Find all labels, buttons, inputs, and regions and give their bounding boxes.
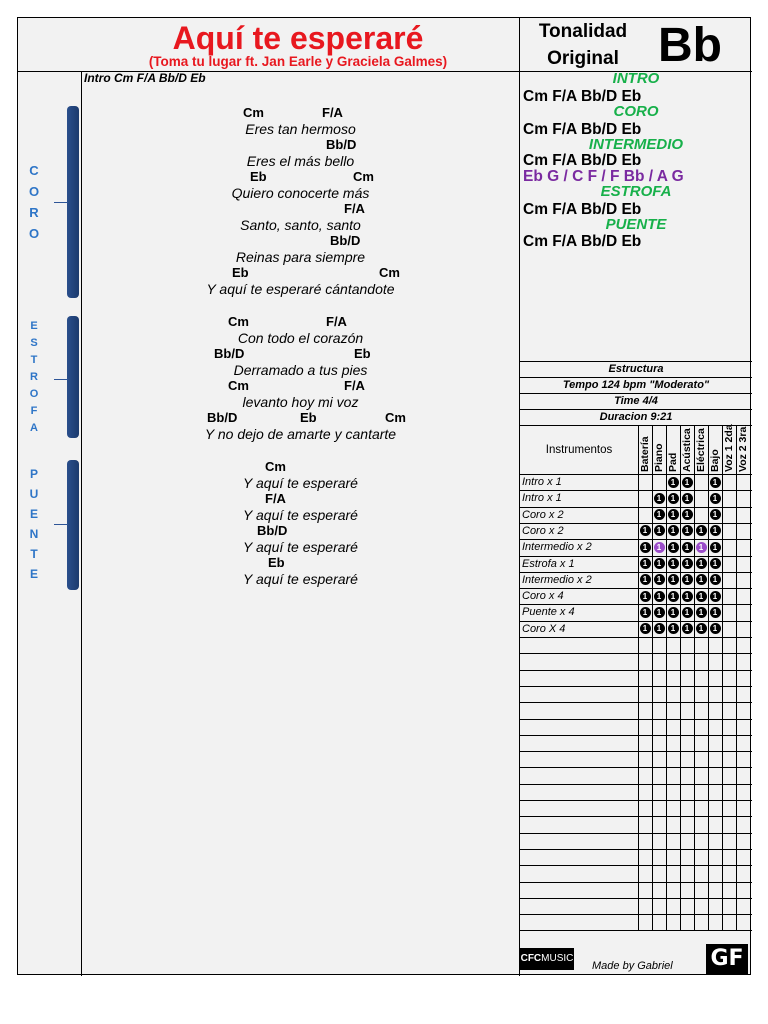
instrument-on-marker: 1 <box>710 525 721 536</box>
instrument-column-header <box>722 424 736 472</box>
chord: Eb <box>300 410 317 425</box>
instrument-on-marker: 1 <box>640 542 651 553</box>
left-column-divider <box>81 71 82 976</box>
instrument-on-marker: 1 <box>668 542 679 553</box>
lyric-line: Y aquí te esperaré <box>243 475 358 491</box>
estrofa-label-letter: S <box>30 337 38 349</box>
instrument-on-marker: 1 <box>696 591 707 602</box>
instrument-on-marker: 1 <box>710 509 721 520</box>
chord: Eb <box>268 555 285 570</box>
estrofa-label-letter: A <box>30 422 38 434</box>
instrument-on-marker: 1 <box>654 509 665 520</box>
grid-row-line <box>520 800 752 801</box>
lyric-line: Y aquí te esperaré <box>243 507 358 523</box>
structure-title: Estructura <box>520 361 752 377</box>
instrument-column-header <box>708 428 722 472</box>
section-name-puente: PUENTE <box>605 216 667 233</box>
structure-row-label: Intro x 1 <box>522 492 562 505</box>
section-name-coro: CORO <box>613 103 659 120</box>
grid-row-line <box>520 719 752 720</box>
tempo: Tempo 124 bpm "Moderato" <box>520 377 752 393</box>
estrofa-label-letter: T <box>30 354 38 366</box>
instrument-on-marker: 1 <box>682 542 693 553</box>
coro-label-letter: O <box>28 184 40 199</box>
instrument-on-marker: 1 <box>668 509 679 520</box>
instrument-on-marker: 1 <box>668 574 679 585</box>
instrument-on-marker: 1 <box>696 558 707 569</box>
logo-cfc-rest: MUSIC <box>541 953 574 964</box>
lyric-line: Santo, santo, santo <box>240 217 361 233</box>
instrument-on-marker: 1 <box>640 525 651 536</box>
lyric-line: Y aquí te esperaré <box>243 571 358 587</box>
lyric-line: Y no dejo de amarte y cantarte <box>204 426 397 442</box>
structure-row-label: Puente x 4 <box>522 606 575 619</box>
instrument-on-marker: 1 <box>710 477 721 488</box>
grid-row-line <box>520 686 752 687</box>
chord: Cm <box>353 169 374 184</box>
lyric-line: Con todo el corazón <box>237 330 364 346</box>
instrument-column-header <box>666 428 680 472</box>
instrument-on-marker: 1 <box>640 607 651 618</box>
grid-row-line <box>520 751 752 752</box>
progression-estrofa: Cm F/A Bb/D Eb <box>523 201 642 218</box>
puente-label-letter: E <box>29 567 38 581</box>
chord: F/A <box>322 105 343 120</box>
estrofa-bracket <box>67 316 79 438</box>
gf-logo: GF <box>706 944 748 974</box>
instrument-on-marker: 1 <box>654 493 665 504</box>
instrument-on-marker: 1 <box>640 574 651 585</box>
instrument-column-header <box>652 428 666 472</box>
structure-row-label: Coro X 4 <box>522 622 566 635</box>
grid-row-line <box>520 637 752 638</box>
progression-intro: Cm F/A Bb/D Eb <box>523 88 642 105</box>
chord: Cm <box>379 265 400 280</box>
chord: Cm <box>265 459 286 474</box>
instrument-on-marker: 1 <box>682 591 693 602</box>
chord: Eb <box>232 265 249 280</box>
instrument-name: Acústica <box>681 428 693 472</box>
key-label <box>528 18 638 72</box>
lyric-line: Y aquí te esperaré <box>243 539 358 555</box>
grid-row-line <box>520 653 752 654</box>
instrument-on-marker: 1 <box>696 623 707 634</box>
grid-row-line <box>520 882 752 883</box>
instrument-on-marker: 1 <box>654 607 665 618</box>
grid-column-line <box>680 425 681 930</box>
lyric-line: Derramado a tus pies <box>233 362 368 378</box>
instrument-on-marker: 1 <box>668 558 679 569</box>
chord: Bb/D <box>257 523 288 538</box>
instrument-on-marker: 1 <box>654 623 665 634</box>
chord: F/A <box>344 378 365 393</box>
chord-sheet <box>17 17 751 975</box>
estrofa-label-letter: F <box>30 405 38 417</box>
grid-row-line <box>520 816 752 817</box>
instrument-column-header <box>736 428 750 472</box>
instrument-on-marker: 1 <box>710 623 721 634</box>
instrument-on-marker: 1 <box>682 525 693 536</box>
structure-row-label: Estrofa x 1 <box>522 557 575 570</box>
progression-coro: Cm F/A Bb/D Eb <box>523 121 642 138</box>
instrument-on-marker: 1 <box>710 493 721 504</box>
structure-row-label: Coro x 4 <box>522 590 564 603</box>
instrument-on-marker: 1 <box>682 477 693 488</box>
instrument-on-marker: 1 <box>654 558 665 569</box>
instrument-on-marker: 1 <box>696 525 707 536</box>
coro-bracket-tick <box>54 202 68 203</box>
chord: Cm <box>243 105 264 120</box>
coro-bracket <box>67 106 79 298</box>
time-signature: Time 4/4 <box>520 393 752 409</box>
chord: Bb/D <box>207 410 238 425</box>
instrument-name: Voz 2 3ra <box>737 426 749 472</box>
grid-row-line <box>520 930 752 931</box>
instrument-on-marker: 1 <box>668 623 679 634</box>
grid-header-line <box>520 425 752 426</box>
instruments-header: Instrumentos <box>520 425 638 473</box>
structure-row-label: Intermedio x 2 <box>522 573 592 586</box>
chord: Bb/D <box>214 346 245 361</box>
puente-label-letter: N <box>29 527 39 541</box>
lyric-line: Reinas para siempre <box>235 249 366 265</box>
grid-row-line <box>520 833 752 834</box>
instrument-on-marker: 1 <box>696 574 707 585</box>
instrument-on-marker: 1 <box>710 574 721 585</box>
instrument-on-marker: 1 <box>682 607 693 618</box>
chord: Cm <box>385 410 406 425</box>
lyric-line: Eres el más bello <box>246 153 355 169</box>
grid-row-line <box>520 849 752 850</box>
grid-column-line <box>638 425 639 930</box>
song-title: Aquí te esperaré <box>172 20 424 56</box>
coro-label-letter: C <box>29 163 39 178</box>
instrument-on-marker: 1 <box>682 574 693 585</box>
estrofa-vertical-label <box>26 318 42 437</box>
section-name-intro: INTRO <box>612 70 660 87</box>
lyric-line: Eres tan hermoso <box>245 121 356 137</box>
grid-column-line <box>694 425 695 930</box>
instrument-on-marker: 1 <box>682 623 693 634</box>
instrument-on-marker: 1 <box>654 542 665 553</box>
coro-vertical-label <box>26 160 42 244</box>
instrument-on-marker: 1 <box>668 525 679 536</box>
instrument-on-marker: 1 <box>640 558 651 569</box>
grid-row-line <box>520 735 752 736</box>
instrument-name: Piano <box>653 443 665 472</box>
instrument-on-marker: 1 <box>668 607 679 618</box>
instrument-on-marker: 1 <box>696 542 707 553</box>
grid-row-line <box>520 767 752 768</box>
instrument-on-marker: 1 <box>682 558 693 569</box>
instrument-on-marker: 1 <box>682 509 693 520</box>
chord: F/A <box>344 201 365 216</box>
cfc-music-logo <box>520 948 574 970</box>
instrument-on-marker: 1 <box>640 591 651 602</box>
estrofa-label-letter: O <box>29 388 39 400</box>
instrument-on-marker: 1 <box>710 542 721 553</box>
instrument-on-marker: 1 <box>710 591 721 602</box>
instrument-column-header <box>680 428 694 472</box>
key-label-line1: Tonalidad <box>538 21 628 42</box>
chord: Bb/D <box>326 137 357 152</box>
original-key: Bb <box>658 19 722 72</box>
instrument-on-marker: 1 <box>654 525 665 536</box>
chord: F/A <box>326 314 347 329</box>
estrofa-label-letter: R <box>30 371 38 383</box>
estrofa-bracket-tick <box>54 379 68 380</box>
grid-row-line <box>520 865 752 866</box>
coro-label-letter: R <box>29 205 39 220</box>
key-label-line2: Original <box>547 48 619 69</box>
instrument-on-marker: 1 <box>710 607 721 618</box>
estrofa-label-letter: E <box>30 320 38 332</box>
puente-bracket <box>67 460 79 590</box>
grid-column-line <box>722 425 723 930</box>
instrument-name: Bajo <box>709 449 721 472</box>
grid-row-line <box>520 914 752 915</box>
chord: Eb <box>354 346 371 361</box>
instrument-on-marker: 1 <box>668 477 679 488</box>
section-name-estrofa: ESTROFA <box>600 183 672 200</box>
structure-row-label: Coro x 2 <box>522 508 564 521</box>
progression-intermedio: Cm F/A Bb/D Eb <box>523 152 642 169</box>
instrument-column-header <box>638 428 652 472</box>
puente-label-letter: P <box>29 467 38 481</box>
grid-row-line <box>520 702 752 703</box>
grid-column-line <box>652 425 653 930</box>
progression-puente: Cm F/A Bb/D Eb <box>523 233 642 250</box>
song-subtitle: (Toma tu lugar ft. Jan Earle y Graciela Galmes) <box>148 54 448 69</box>
puente-label-letter: E <box>29 507 38 521</box>
structure-row-label: Coro x 2 <box>522 524 564 537</box>
made-by-credit: Made by Gabriel <box>592 960 673 972</box>
puente-vertical-label <box>26 464 42 584</box>
instrument-name: Voz 1 2da <box>723 424 735 472</box>
puente-bracket-tick <box>54 524 68 525</box>
lyric-line: Y aquí te esperaré cántandote <box>206 281 395 297</box>
chord: Cm <box>228 378 249 393</box>
duration: Duracion 9:21 <box>520 409 752 425</box>
instrument-on-marker: 1 <box>654 574 665 585</box>
grid-column-line <box>736 425 737 930</box>
chord: Bb/D <box>330 233 361 248</box>
instrument-on-marker: 1 <box>668 591 679 602</box>
structure-row-label: Intermedio x 2 <box>522 541 592 554</box>
instrument-on-marker: 1 <box>696 607 707 618</box>
instrument-on-marker: 1 <box>682 493 693 504</box>
chord: F/A <box>265 491 286 506</box>
lyric-line: levanto hoy mi voz <box>242 394 359 410</box>
grid-row-line <box>520 898 752 899</box>
chord: Cm <box>228 314 249 329</box>
logo-cfc-bold: CFC <box>520 953 542 964</box>
structure-row-label: Intro x 1 <box>522 476 562 488</box>
instrument-on-marker: 1 <box>654 591 665 602</box>
instrument-on-marker: 1 <box>710 558 721 569</box>
lyric-line: Quiero conocerte más <box>231 185 370 201</box>
intro-chord-line: Intro Cm F/A Bb/D Eb <box>84 71 206 85</box>
grid-row-line <box>520 784 752 785</box>
chord: Eb <box>250 169 267 184</box>
grid-row-line <box>520 670 752 671</box>
puente-label-letter: T <box>30 547 38 561</box>
section-name-intermedio: INTERMEDIO <box>588 136 684 153</box>
progression-intermedio-extra: Eb G / C F / F Bb / A G <box>523 168 684 185</box>
instrument-name: Eléctrica <box>695 428 707 472</box>
puente-label-letter: U <box>29 487 39 501</box>
grid-column-line <box>708 425 709 930</box>
coro-label-letter: O <box>28 226 40 241</box>
instrument-on-marker: 1 <box>668 493 679 504</box>
grid-column-line <box>666 425 667 930</box>
instrument-on-marker: 1 <box>640 623 651 634</box>
instrument-column-header <box>694 428 708 472</box>
instrument-name: Pad <box>667 452 679 472</box>
instrument-name: Batería <box>639 436 651 472</box>
